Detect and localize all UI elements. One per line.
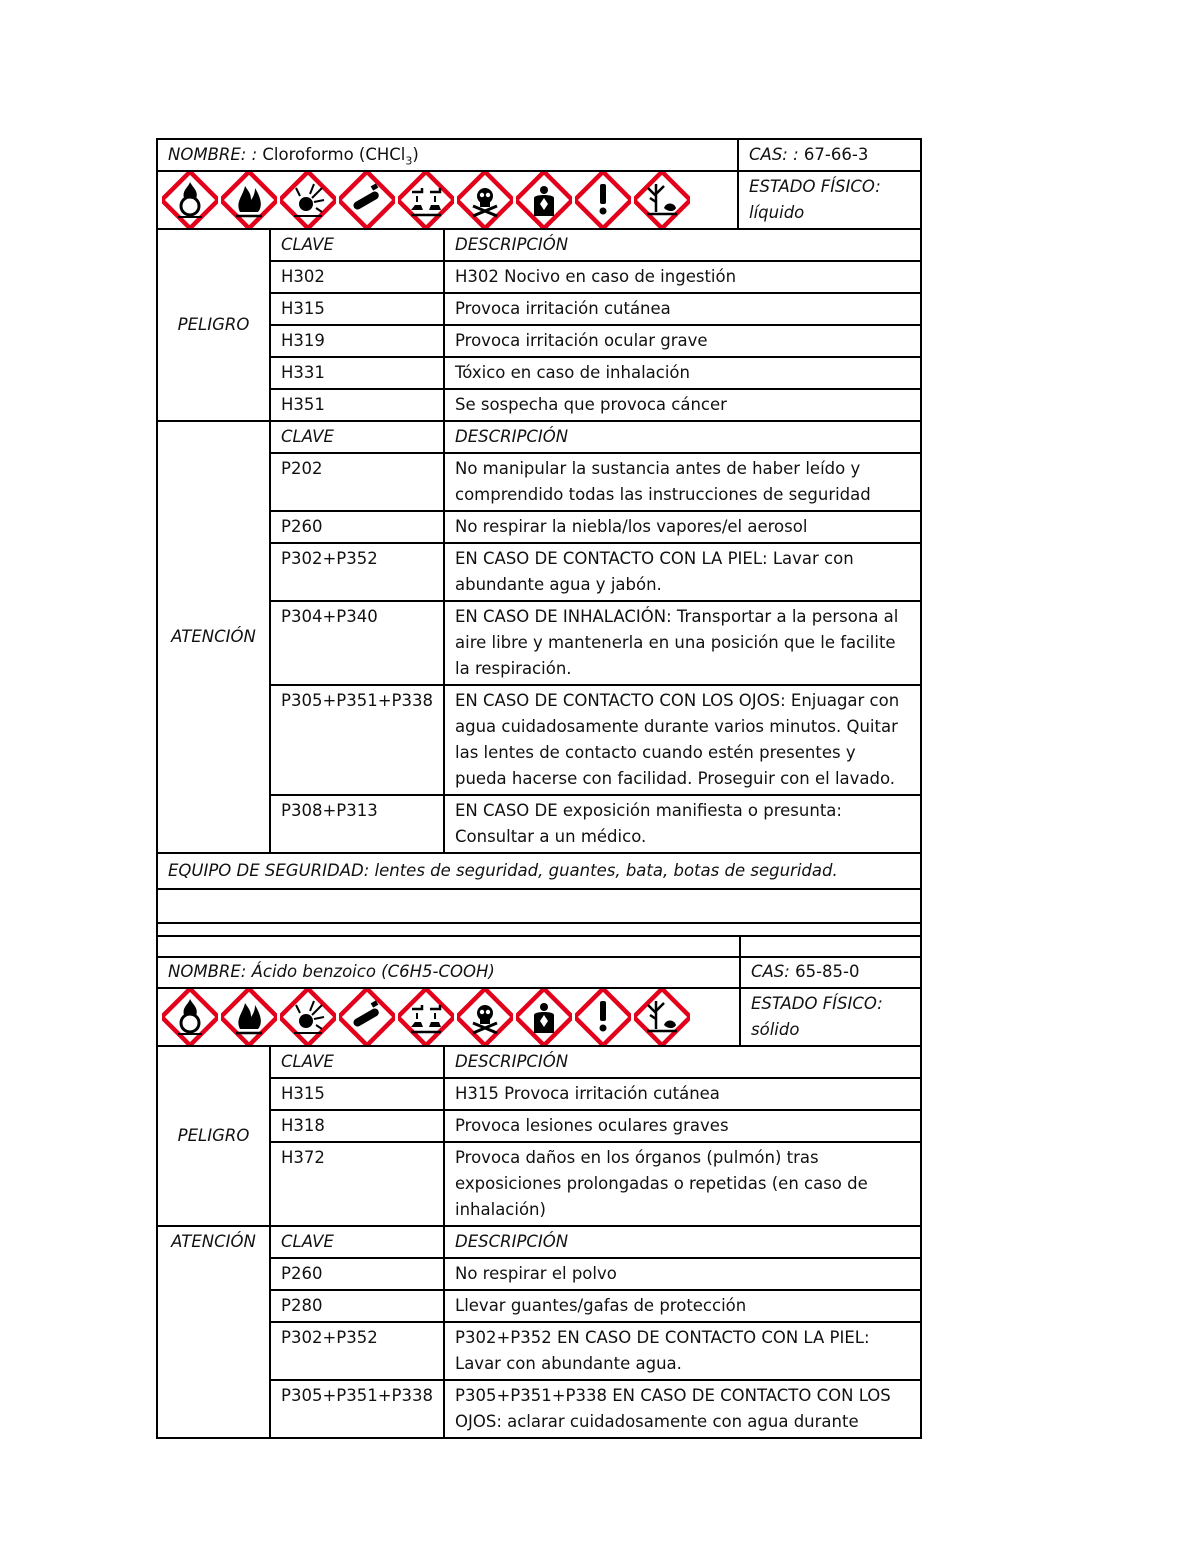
health-hazard-icon [516,172,572,228]
h-desc: H302 Nocivo en caso de ingestión [444,261,921,293]
p-desc: P305+P351+P338 EN CASO DE CONTACTO CON LOS OJOS: aclarar cuidadosamente con agua durante [444,1380,921,1438]
corrosive-icon [398,172,454,228]
state-label: ESTADO FÍSICO: [751,994,883,1013]
h-desc: Provoca irritación ocular grave [444,325,921,357]
cas-label: CAS: : [749,145,799,164]
table-row [157,261,921,293]
name-cell [157,139,738,171]
p-desc: P302+P352 EN CASO DE CONTACTO CON LA PIEL: Lavar con abundante agua. [444,1322,921,1380]
h-desc: Provoca lesiones oculares graves [444,1110,921,1142]
atencion-label: ATENCIÓN [157,1226,270,1438]
name-value: Ácido benzoico (C6H5-COOH) [246,962,495,981]
health-hazard-icon [516,989,572,1045]
table-row [157,357,921,389]
table-row [157,511,921,543]
h-desc: Se sospecha que provoca cáncer [444,389,921,421]
table-row [157,389,921,421]
desc-header: DESCRIPCIÓN [444,1046,921,1078]
table-row [157,1290,921,1322]
state-label: ESTADO FÍSICO: [749,177,881,196]
h-desc: Provoca irritación cutánea [444,293,921,325]
p-desc: EN CASO DE INHALACIÓN: Transportar a la persona al aire libre y mantenerla en una posición que le facilite la respiración. [444,601,921,685]
explosive-icon [280,989,336,1045]
atencion-label: ATENCIÓN [157,421,270,853]
skull-icon [457,989,513,1045]
clave-header: CLAVE [270,421,444,453]
table-row [157,543,921,601]
name-value: Cloroformo (CHCl [262,145,406,164]
cas-cell [740,936,921,988]
desc-header: DESCRIPCIÓN [444,1226,921,1258]
name-cell [157,936,740,988]
oxidizer-icon [162,172,218,228]
p-code: P305+P351+P338 [270,1380,444,1438]
flame-icon [221,172,277,228]
h-code: H315 [270,293,444,325]
blank-row [157,889,921,923]
peligro-label: PELIGRO [157,229,270,421]
p-desc: EN CASO DE CONTACTO CON LA PIEL: Lavar con abundante agua y jabón. [444,543,921,601]
environment-icon [634,989,690,1045]
table-row [157,795,921,853]
name-close: ) [412,145,419,164]
table-row [157,325,921,357]
state-value: sólido [751,1020,800,1039]
name-label: NOMBRE: : [168,145,258,164]
state-value: líquido [749,203,805,222]
h-code: H318 [270,1110,444,1142]
p-code: P260 [270,511,444,543]
exclamation-icon [575,989,631,1045]
skull-icon [457,172,513,228]
desc-header: DESCRIPCIÓN [444,229,921,261]
h-code: H315 [270,1078,444,1110]
oxidizer-icon [162,989,218,1045]
p-desc: EN CASO DE CONTACTO CON LOS OJOS: Enjuagar con agua cuidadosamente durante varios minutos. Quitar las lentes de contacto cuando estén presentes y pueda hacerse con facilidad. Proseguir con el lavado. [444,685,921,795]
h-desc: H315 Provoca irritación cutánea [444,1078,921,1110]
peligro-label: PELIGRO [157,1046,270,1226]
p-code: P305+P351+P338 [270,685,444,795]
p-code: P302+P352 [270,1322,444,1380]
corrosive-icon [398,989,454,1045]
p-code: P280 [270,1290,444,1322]
cas-value: 67-66-3 [803,145,869,164]
formula-subscript: 3 [405,154,413,168]
h-code: H302 [270,261,444,293]
p-desc: No respirar el polvo [444,1258,921,1290]
table-row [157,1322,921,1380]
table-row [157,1380,921,1438]
h-desc: Provoca daños en los órganos (pulmón) tras exposiciones prolongadas o repetidas (en caso de inhalación) [444,1142,921,1226]
clave-header: CLAVE [270,229,444,261]
p-desc: No manipular la sustancia antes de haber leído y comprendido todas las instrucciones de seguridad [444,453,921,511]
p-desc: EN CASO DE exposición manifiesta o presunta: Consultar a un médico. [444,795,921,853]
environment-icon [634,172,690,228]
pictogram-row [157,171,738,229]
equipment-value: lentes de seguridad, guantes, bata, botas de seguridad. [369,861,838,880]
h-code: H319 [270,325,444,357]
cas-value: 65-85-0 [795,962,860,981]
h-desc: Tóxico en caso de inhalación [444,357,921,389]
table-row [157,1258,921,1290]
cas-label: CAS: [751,962,790,981]
pictogram-row [157,988,740,1046]
clave-header: CLAVE [270,1046,444,1078]
gas-cylinder-icon [339,172,395,228]
physical-state-cell [740,988,921,1046]
safety-equipment [157,853,921,889]
h-code: H331 [270,357,444,389]
h-code: H351 [270,389,444,421]
p-code: P304+P340 [270,601,444,685]
clave-header: CLAVE [270,1226,444,1258]
exclamation-icon [575,172,631,228]
gas-cylinder-icon [339,989,395,1045]
table-row [157,293,921,325]
table-row [157,1142,921,1226]
safety-card-chloroform [156,138,920,958]
p-desc: No respirar la niebla/los vapores/el aerosol [444,511,921,543]
table-row [157,453,921,511]
h-code: H372 [270,1142,444,1226]
p-desc: Llevar guantes/gafas de protección [444,1290,921,1322]
physical-state-cell [738,171,921,229]
p-code: P302+P352 [270,543,444,601]
explosive-icon [280,172,336,228]
name-label: NOMBRE: [168,962,247,981]
flame-icon [221,989,277,1045]
table-row [157,1078,921,1110]
cas-cell [738,139,921,171]
p-code: P308+P313 [270,795,444,853]
p-code: P202 [270,453,444,511]
safety-card-benzoic-acid [156,935,920,1439]
desc-header: DESCRIPCIÓN [444,421,921,453]
table-row [157,685,921,795]
table-row [157,601,921,685]
table-row [157,1110,921,1142]
p-code: P260 [270,1258,444,1290]
equipment-label: EQUIPO DE SEGURIDAD: [168,861,370,880]
